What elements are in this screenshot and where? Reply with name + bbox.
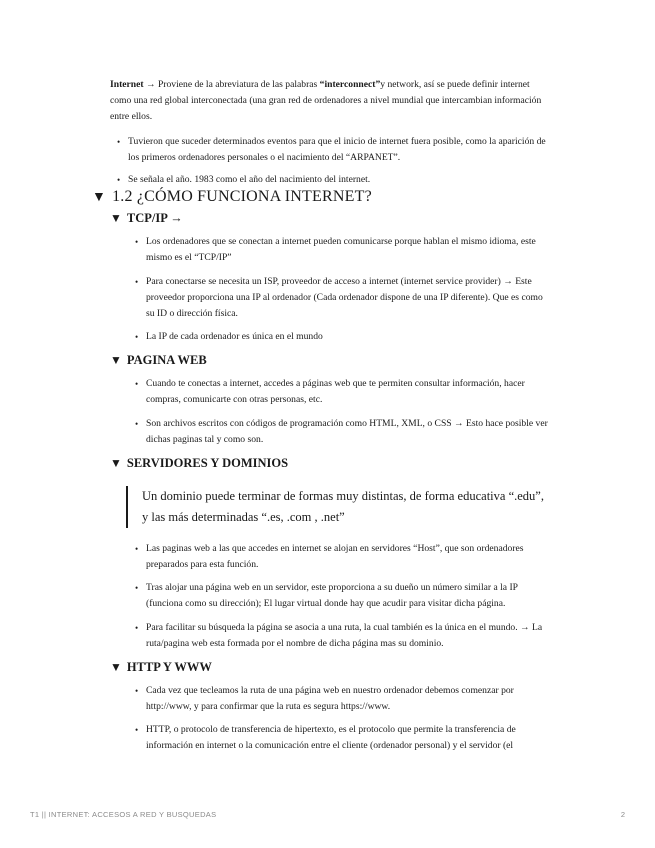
list-item-text: Cuando te conectas a internet, accedes a páginas web que te permiten consultar información, hacer compras, comunicarte con otras personas, etc. — [146, 378, 525, 406]
list-item — [117, 172, 548, 188]
toggle-triangle-icon[interactable]: ▼ — [110, 211, 122, 225]
list-item — [135, 683, 550, 715]
list-item — [135, 329, 548, 345]
bullet-icon: • — [135, 623, 139, 633]
bullet-icon: • — [135, 332, 139, 342]
tcpip-title: TCP/IP → — [126, 211, 183, 225]
list-item-text: Se señala el año. 1983 como el año del nacimiento del internet. — [128, 174, 371, 185]
intro-term: Internet — [110, 79, 144, 90]
toggle-triangle-icon[interactable]: ▼ — [92, 190, 107, 205]
bullet-icon: • — [117, 137, 121, 147]
http-heading[interactable] — [110, 660, 212, 675]
bullet-icon: • — [135, 237, 139, 247]
list-item — [135, 722, 550, 754]
toggle-triangle-icon[interactable]: ▼ — [110, 353, 122, 367]
list-item-text: Para facilitar su búsqueda la página se asocia a una ruta, la cual también es la única en el mundo. → La ruta/pagina web esta formada por el nombre de dicha página mas su dominio. — [146, 622, 543, 650]
section-title: 1.2 ¿CÓMO FUNCIONA INTERNET? — [112, 188, 372, 205]
list-item-text: Las paginas web a las que accedes en internet se alojan en servidores “Host”, que son ordenadores preparados para esta función. — [146, 543, 524, 571]
section-heading[interactable] — [92, 188, 372, 206]
bullet-icon: • — [135, 419, 139, 429]
intro-paragraph — [110, 77, 550, 126]
page-number: 2 — [620, 810, 625, 819]
bullet-icon: • — [135, 686, 139, 696]
intro-arrow: → — [145, 79, 156, 90]
list-item — [135, 620, 550, 652]
bullet-icon: • — [135, 379, 139, 389]
http-title: HTTP Y WWW — [126, 660, 212, 674]
list-item — [135, 416, 550, 448]
list-item — [135, 541, 550, 573]
list-item-text: Tuvieron que suceder determinados eventos para que el inicio de internet fuera posible, como la aparición de los primeros ordenadores personales o el nacimiento del “ARPANET”. — [128, 136, 546, 164]
servidores-title: SERVIDORES Y DOMINIOS — [126, 456, 289, 470]
bullet-icon: • — [135, 583, 139, 593]
pagina-web-title: PAGINA WEB — [126, 353, 207, 367]
list-item — [135, 376, 550, 408]
bullet-icon: • — [135, 725, 139, 735]
domain-quote: Un dominio puede terminar de formas muy distintas, de forma educativa “.edu”, y las más determinadas “.es, .com , .net” — [126, 486, 546, 528]
list-item-text: HTTP, o protocolo de transferencia de hipertexto, es el protocolo que permite la transferencia de información en internet o la comunicación entre el cliente (ordenador personal) y el servidor (el — [146, 724, 516, 752]
intro-text-b: y network, así se puede definir internet como una red global interconectada (una gran red de ordenadores a nivel mundial que intercambian información entre ellos. — [110, 79, 542, 123]
list-item-text: Tras alojar una página web en un servidor, este proporciona a su dueño un número similar a la IP (funciona como su dirección); El lugar virtual donde hay que acudir para visitar dicha página. — [146, 582, 518, 610]
pagina-web-heading[interactable] — [110, 353, 207, 368]
list-item-text: Para conectarse se necesita un ISP, proveedor de acceso a internet (internet service provider) → Este proveedor proporciona una IP al ordenador (Cada ordenador dispone de una IP diferente). Que es como su ID o dirección física. — [146, 276, 543, 320]
toggle-triangle-icon[interactable]: ▼ — [110, 456, 122, 470]
list-item — [117, 134, 548, 166]
list-item-text: Son archivos escritos con códigos de programación como HTML, XML, o CSS → Esto hace posible ver dichas paginas tal y como son. — [146, 418, 548, 446]
intro-text-a: Proviene de la abreviatura de las palabras — [155, 79, 320, 90]
servidores-heading[interactable] — [110, 456, 288, 471]
bullet-icon: • — [117, 175, 121, 185]
tcpip-heading[interactable] — [110, 211, 183, 226]
list-item-text: Los ordenadores que se conectan a internet pueden comunicarse porque hablan el mismo idioma, este mismo es el “TCP/IP” — [146, 236, 536, 264]
toggle-triangle-icon[interactable]: ▼ — [110, 660, 122, 674]
list-item-text: Cada vez que tecleamos la ruta de una página web en nuestro ordenador debemos comenzar por http://www, y para confirmar que la ruta es segura https://www. — [146, 685, 514, 713]
bullet-icon: • — [135, 544, 139, 554]
footer-title: T1 || INTERNET: ACCESOS A RED Y BUSQUEDAS — [30, 810, 217, 819]
list-item — [135, 234, 548, 266]
list-item — [135, 580, 550, 612]
list-item-text: La IP de cada ordenador es única en el mundo — [146, 331, 323, 342]
bullet-icon: • — [135, 277, 139, 287]
list-item — [135, 274, 548, 323]
intro-quoted: “interconnect” — [319, 79, 381, 90]
